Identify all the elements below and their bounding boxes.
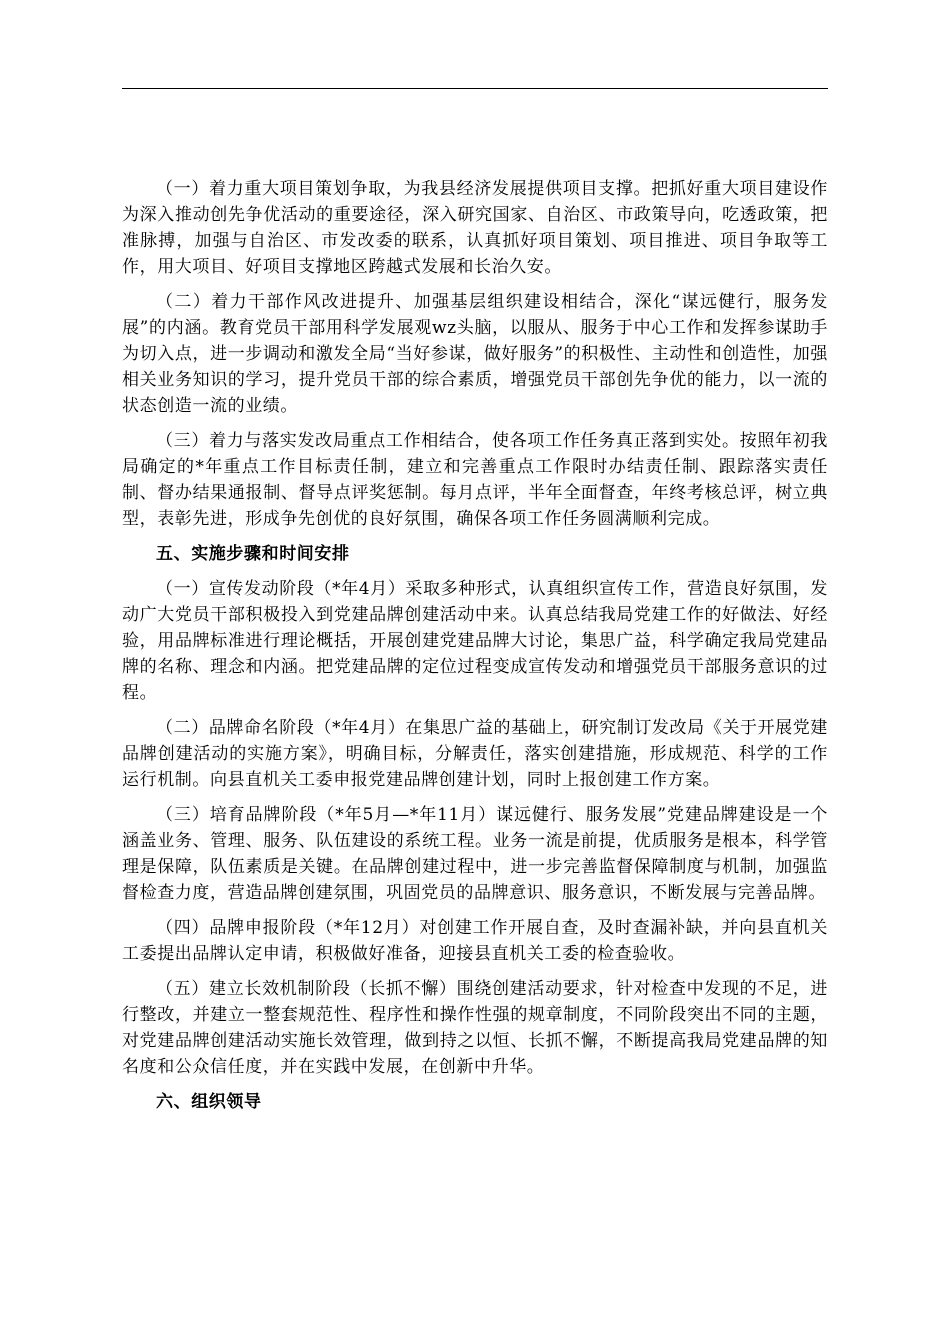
paragraph-cadre-style: （二）着力干部作风改进提升、加强基层组织建设相结合，深化“谋远健行，服务发展”的内涵。教育党员干部用科学发展观wz头脑，以服从、服务于中心工作和发挥参谋助手为切入点，进一步调动和激发全局“当好参谋，做好服务”的积极性、主动性和创造性，加强相关业务知识的学习，提升党员干部的综合素质，增强党员干部创先争优的能力，以一流的状态创造一流的业绩。 bbox=[122, 292, 828, 416]
paragraph-long-term-mechanism: （五）建立长效机制阶段（长抓不懈）围绕创建活动要求，针对检查中发现的不足，进行整改，并建立一整套规范性、程序性和操作性强的规章制度，不同阶段突出不同的主题，对党建品牌创建活动实施长效管理，做到持之以恒、长抓不懈，不断提高我局党建品牌的知名度和公众信任度，并在实践中发展，在创新中升华。 bbox=[122, 979, 828, 1077]
section-heading-organization-leadership: 六、组织领导 bbox=[156, 1092, 262, 1112]
document-body bbox=[122, 176, 828, 1124]
header-rule bbox=[122, 88, 828, 89]
paragraph-naming-stage: （二）品牌命名阶段（*年4月）在集思广益的基础上，研究制订发改局《关于开展党建品牌创建活动的实施方案》，明确目标，分解责任，落实创建措施，形成规范、科学的工作运行机制。向县直机关工委申报党建品牌创建计划，同时上报创建工作方案。 bbox=[122, 718, 828, 790]
paragraph-key-work: （三）着力与落实发改局重点工作相结合，使各项工作任务真正落到实处。按照年初我局确定的*年重点工作目标责任制，建立和完善重点工作限时办结责任制、跟踪落实责任制、督办结果通报制、督导点评奖惩制。每月点评，半年全面督查，年终考核总评，树立典型，表彰先进，形成争先创优的良好氛围，确保各项工作任务圆满顺利完成。 bbox=[122, 431, 828, 529]
paragraph-cultivation-stage: （三）培育品牌阶段（*年5月—*年11月）谋远健行、服务发展”党建品牌建设是一个涵盖业务、管理、服务、队伍建设的系统工程。业务一流是前提，优质服务是根本，科学管理是保障，队伍素质是关键。在品牌创建过程中，进一步完善监督保障制度与机制，加强监督检查力度，营造品牌创建氛围，巩固党员的品牌意识、服务意识，不断发展与完善品牌。 bbox=[122, 805, 828, 903]
paragraph-project-planning: （一）着力重大项目策划争取，为我县经济发展提供项目支撑。把抓好重大项目建设作为深入推动创先争优活动的重要途径，深入研究国家、自治区、市政策导向，吃透政策，把准脉搏，加强与自治区、市发改委的联系，认真抓好项目策划、项目推进、项目争取等工作，用大项目、好项目支撑地区跨越式发展和长治久安。 bbox=[122, 179, 828, 277]
section-heading-implementation-steps: 五、实施步骤和时间安排 bbox=[156, 544, 350, 564]
paragraph-application-stage: （四）品牌申报阶段（*年12月）对创建工作开展自查，及时查漏补缺，并向县直机关工委提出品牌认定申请，积极做好准备，迎接县直机关工委的检查验收。 bbox=[122, 918, 828, 964]
paragraph-publicity-stage: （一）宣传发动阶段（*年4月）采取多种形式，认真组织宣传工作，营造良好氛围，发动广大党员干部积极投入到党建品牌创建活动中来。认真总结我局党建工作的好做法、好经验，用品牌标准进行理论概括，开展创建党建品牌大讨论，集思广益，科学确定我局党建品牌的名称、理念和内涵。把党建品牌的定位过程变成宣传发动和增强党员干部服务意识的过程。 bbox=[122, 579, 828, 703]
